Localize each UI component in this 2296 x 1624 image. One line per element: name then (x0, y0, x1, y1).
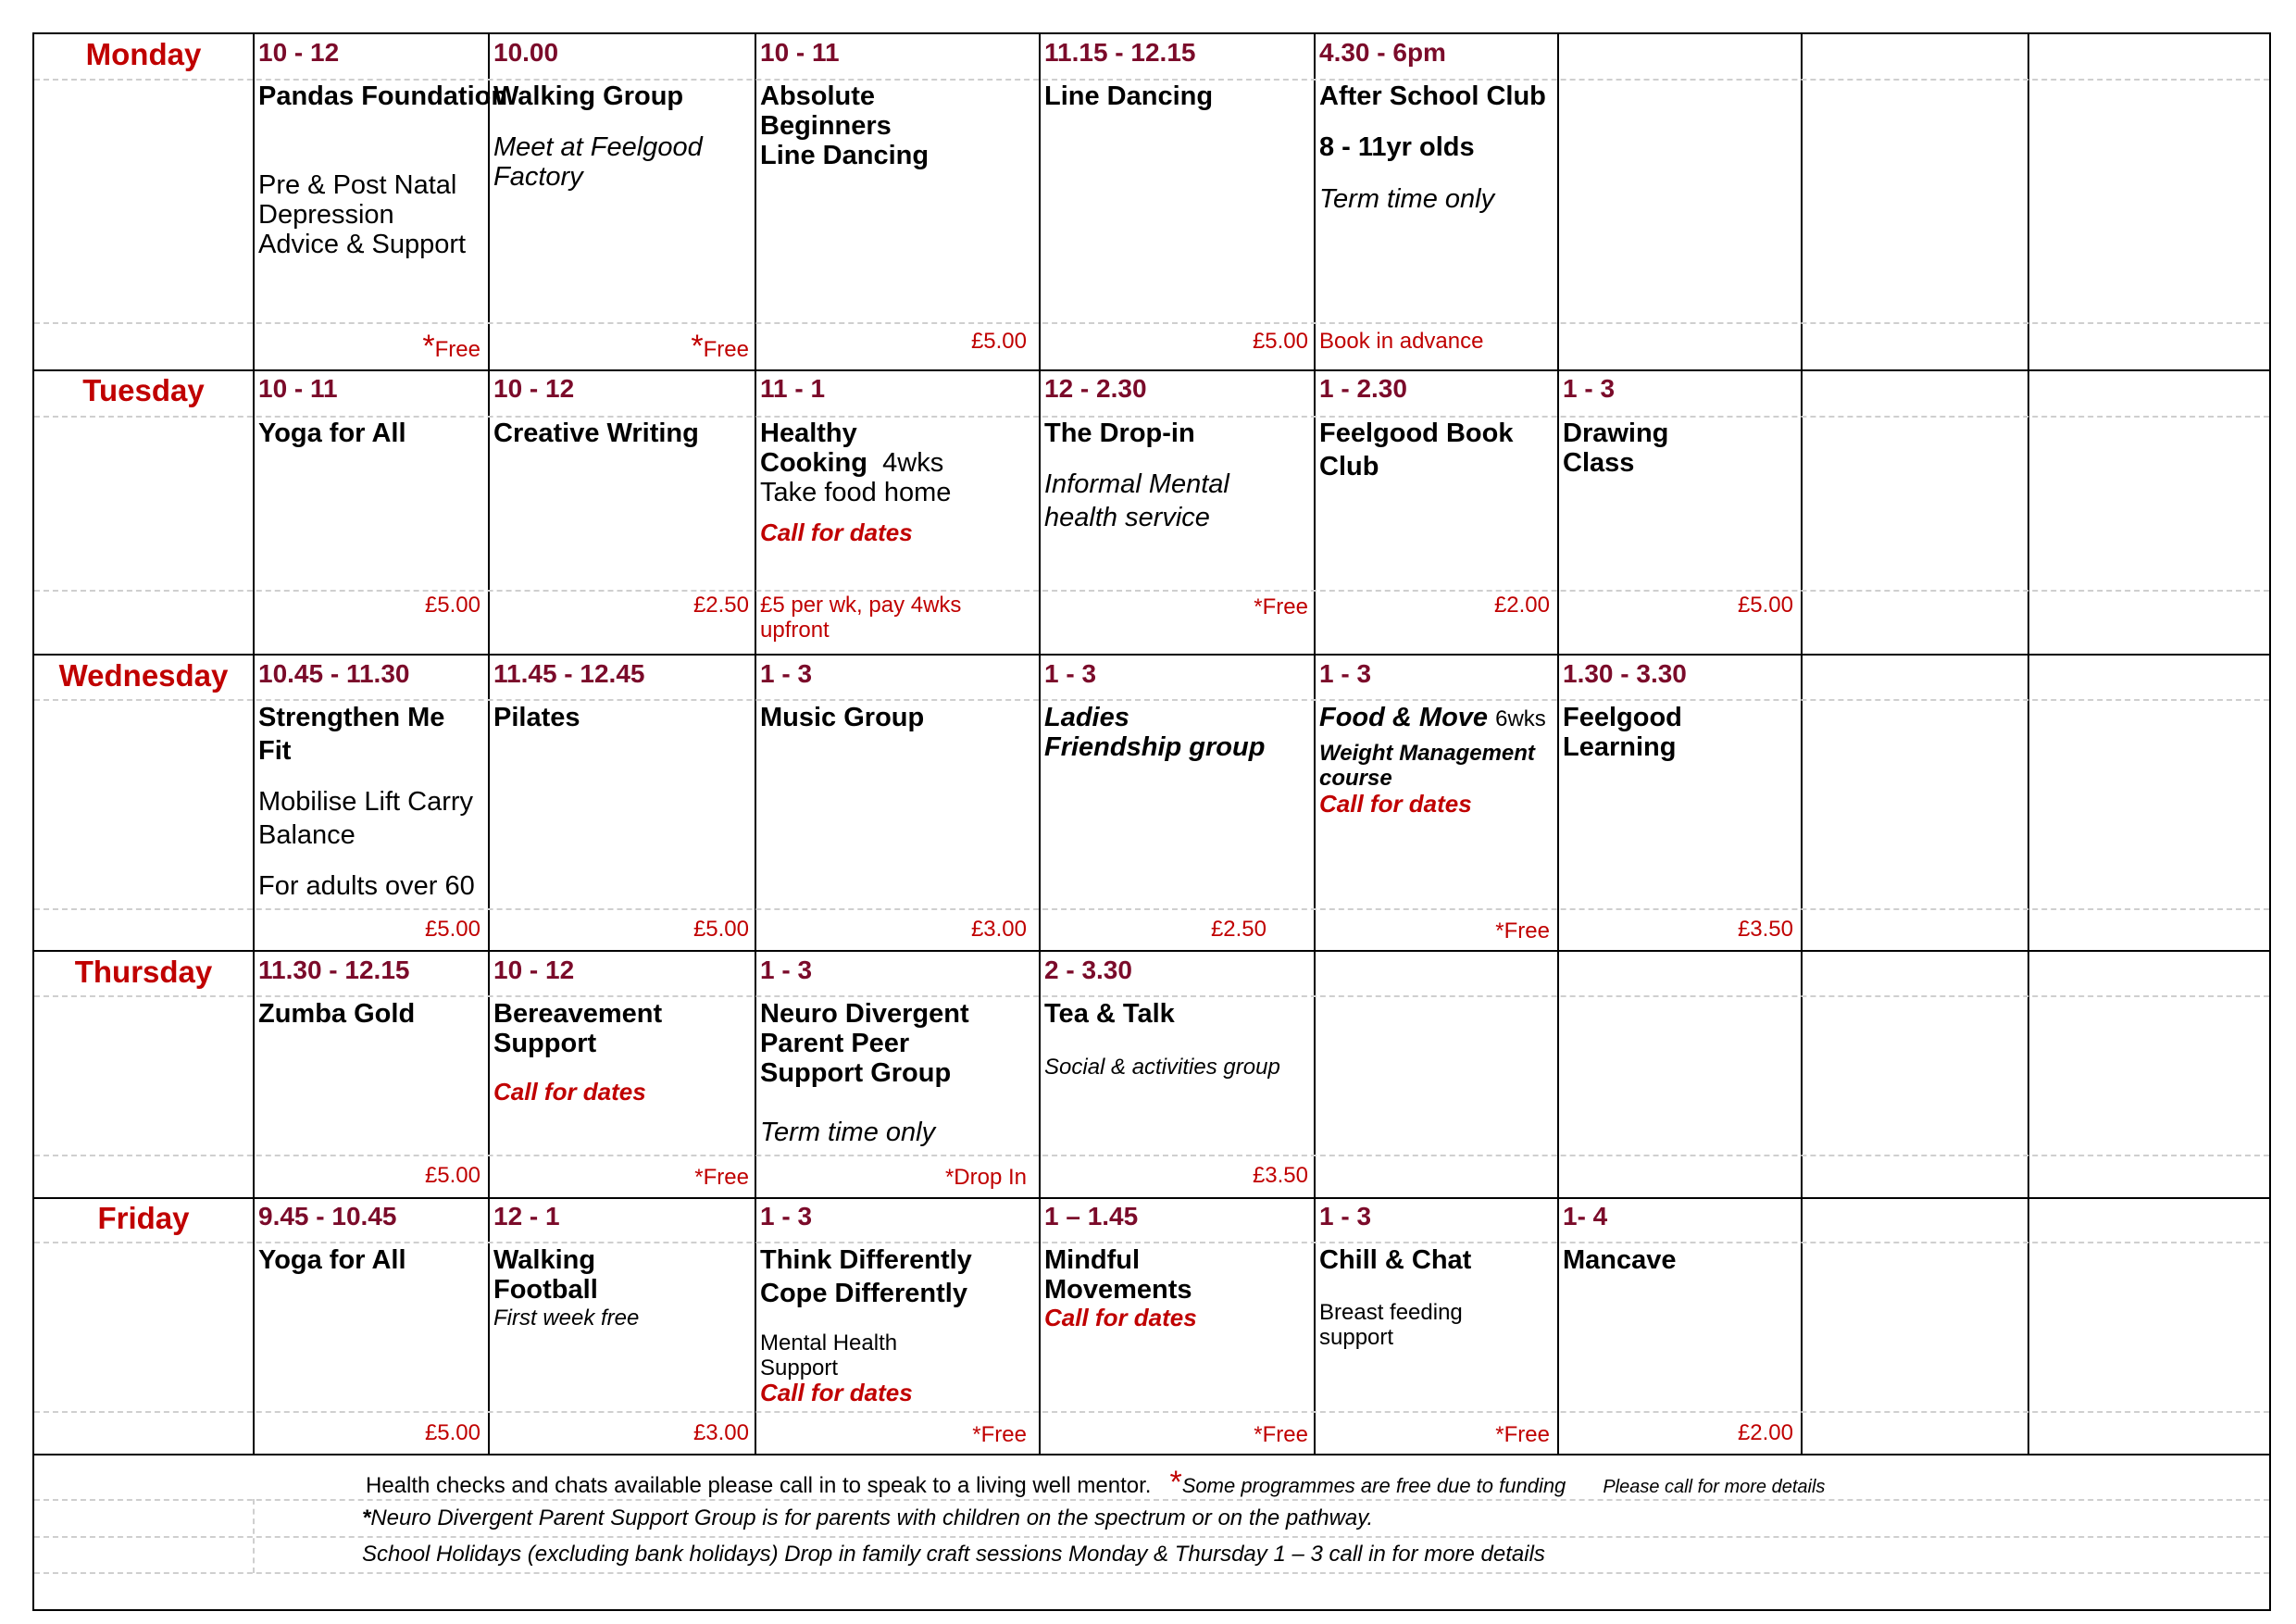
sub-row-guide (34, 1155, 2269, 1156)
footer-note: Health checks and chats available please call in to speak to a living well mentor. *Some programmes are free due to funding Please call for more details (366, 1465, 1826, 1500)
session-title: Creative Writing (493, 418, 699, 448)
call-for-dates: Call for dates (493, 1078, 646, 1106)
session-description: Factory (493, 162, 583, 192)
session-title: Mancave (1563, 1245, 1677, 1275)
session-description: Mental Health (760, 1330, 898, 1355)
session-price: £5.00 (424, 917, 480, 942)
call-for-dates: Call for dates (1319, 790, 1472, 818)
session-title: Strengthen Me (258, 703, 445, 732)
session-time: 1 - 3 (1044, 659, 1097, 688)
session-title: Yoga for All (258, 1245, 406, 1275)
sub-row-guide (34, 1242, 2269, 1243)
session-time: 11 - 1 (760, 374, 826, 403)
session-title: Pilates (493, 703, 580, 732)
session-subtitle: 8 - 11yr olds (1319, 132, 1475, 162)
day-label-friday: Friday (97, 1201, 190, 1235)
call-for-dates: Call for dates (1044, 1304, 1197, 1331)
session-title: Line Dancing (760, 141, 930, 170)
session-time: 1- 4 (1563, 1202, 1608, 1230)
session-price: £2.50 (693, 593, 749, 618)
session-description: Breast feeding (1319, 1300, 1463, 1325)
session-description: health service (1044, 503, 1210, 532)
session-title: Ladies (1044, 703, 1129, 732)
session-description: First week free (493, 1305, 640, 1330)
session-price: *Free (694, 1165, 749, 1190)
session-title: Pandas Foundation (258, 81, 508, 111)
session-time: 1 - 3 (1563, 374, 1616, 403)
session-time: 2 - 3.30 (1044, 956, 1132, 984)
row-divider (34, 1454, 2269, 1455)
session-title: Walking Group (493, 81, 684, 111)
session-title: Mindful (1044, 1245, 1141, 1275)
session-title: The Drop-in (1044, 418, 1195, 448)
session-description: support (1319, 1325, 1394, 1350)
session-description: Weight Management (1319, 741, 1535, 766)
session-price: £2.00 (1493, 593, 1550, 618)
session-title: Beginners (760, 111, 892, 141)
sub-row-guide (34, 79, 2269, 81)
session-time: 10 - 12 (493, 374, 575, 403)
session-price: £5 per wk, pay 4wks (760, 593, 962, 618)
timetable (32, 32, 2271, 1611)
session-title: Music Group (760, 703, 925, 732)
session-title: Parent Peer (760, 1029, 910, 1058)
session-title: Drawing (1563, 418, 1669, 448)
session-title: Friendship group (1044, 732, 1266, 762)
session-price: £2.00 (1737, 1420, 1793, 1445)
session-title: Yoga for All (258, 418, 406, 448)
sub-row-guide (34, 590, 2269, 592)
session-description: Balance (258, 820, 356, 850)
session-title: Chill & Chat (1319, 1245, 1472, 1275)
session-description: Support (760, 1355, 839, 1380)
session-title: Support Group (760, 1058, 952, 1088)
session-description: Social & activities group (1044, 1055, 1280, 1080)
session-time: 10.00 (493, 38, 559, 67)
session-time: 10 - 11 (258, 374, 338, 403)
session-title: Football (493, 1275, 598, 1305)
session-title: Absolute (760, 81, 876, 111)
row-divider (34, 654, 2269, 656)
session-title: Cooking 4wks (760, 448, 944, 478)
footer-note: *Neuro Divergent Parent Support Group is for parents with children on the spectrum or on the pathway. (362, 1505, 1374, 1530)
session-title: Neuro Divergent (760, 999, 969, 1029)
session-price: £5.00 (970, 329, 1027, 354)
session-title: Fit (258, 736, 292, 766)
day-label-wednesday: Wednesday (58, 658, 229, 693)
sub-row-guide (34, 995, 2269, 997)
session-title: Class (1563, 448, 1635, 478)
day-label-monday: Monday (85, 37, 202, 71)
session-price: £3.00 (693, 1420, 749, 1445)
session-price: *Drop In (944, 1165, 1027, 1190)
row-divider (34, 369, 2269, 371)
session-title: Bereavement (493, 999, 663, 1029)
footer-note: School Holidays (excluding bank holidays) Drop in family craft sessions Monday & Thursday 1 – 3 call in for more details (362, 1542, 1545, 1567)
footer-guide (253, 1499, 255, 1573)
session-description: Take food home (760, 478, 952, 507)
row-divider (34, 950, 2269, 952)
session-title: Feelgood Book (1319, 418, 1514, 448)
session-price: £5.00 (424, 1163, 480, 1188)
session-time: 1.30 - 3.30 (1563, 659, 1687, 688)
session-time: 1 - 3 (760, 1202, 813, 1230)
session-title: Tea & Talk (1044, 999, 1175, 1029)
session-price: £5.00 (1252, 329, 1308, 354)
session-time: 1 - 3 (760, 956, 813, 984)
session-title: Zumba Gold (258, 999, 416, 1029)
session-title: Cope Differently (760, 1279, 967, 1308)
session-price: £3.50 (1252, 1163, 1308, 1188)
session-title: Feelgood (1563, 703, 1682, 732)
session-title: Movements (1044, 1275, 1192, 1305)
session-price: Book in advance (1319, 329, 1484, 354)
session-price: £5.00 (424, 1420, 480, 1445)
call-for-dates: Call for dates (760, 518, 913, 546)
footer-guide (34, 1572, 2269, 1574)
session-description: Depression (258, 200, 394, 230)
session-title: Think Differently (760, 1245, 972, 1275)
session-time: 9.45 - 10.45 (258, 1202, 397, 1230)
session-title: Food & Move 6wks (1319, 703, 1546, 732)
session-time: 11.45 - 12.45 (493, 659, 645, 688)
session-title: Learning (1563, 732, 1677, 762)
session-title: Support (493, 1029, 597, 1058)
session-price: £5.00 (424, 593, 480, 618)
session-title: Walking (493, 1245, 596, 1275)
session-time: 1 - 3 (760, 659, 813, 688)
session-description: Informal Mental (1044, 469, 1229, 499)
session-time: 10 - 11 (760, 38, 840, 67)
session-description: Pre & Post Natal (258, 170, 457, 200)
session-time: 10.45 - 11.30 (258, 659, 410, 688)
sub-row-guide (34, 416, 2269, 418)
session-time: 12 - 2.30 (1044, 374, 1147, 403)
session-time: 11.15 - 12.15 (1044, 38, 1196, 67)
session-time: 10 - 12 (258, 38, 340, 67)
session-price: *Free (1495, 918, 1550, 943)
session-description: Term time only (1319, 184, 1495, 214)
sub-row-guide (34, 322, 2269, 324)
session-price: *Free (691, 329, 749, 364)
session-price: £5.00 (1737, 593, 1793, 618)
session-time: 4.30 - 6pm (1319, 38, 1446, 67)
session-time: 10 - 12 (493, 956, 575, 984)
session-price: £5.00 (693, 917, 749, 942)
session-price: *Free (1254, 594, 1308, 619)
footer-guide (34, 1536, 2269, 1538)
session-price: *Free (972, 1422, 1027, 1447)
day-label-thursday: Thursday (74, 955, 213, 989)
session-title: Line Dancing (1044, 81, 1214, 111)
session-time: 12 - 1 (493, 1202, 560, 1230)
session-time: 1 - 2.30 (1319, 374, 1407, 403)
sub-row-guide (34, 1411, 2269, 1413)
session-title: Healthy (760, 418, 857, 448)
call-for-dates: Call for dates (760, 1379, 913, 1406)
sub-row-guide (34, 699, 2269, 701)
session-title: Club (1319, 452, 1379, 481)
session-price: *Free (422, 329, 480, 364)
session-time: 11.30 - 12.15 (258, 956, 410, 984)
session-description: course (1319, 766, 1392, 791)
session-price: *Free (1495, 1422, 1550, 1447)
session-time: 1 - 3 (1319, 1202, 1372, 1230)
session-description: Advice & Support (258, 230, 467, 259)
session-price: upfront (760, 618, 830, 643)
day-label-tuesday: Tuesday (82, 373, 205, 407)
session-price: £3.00 (970, 917, 1027, 942)
session-description: Term time only (760, 1118, 936, 1147)
row-divider (34, 1197, 2269, 1199)
sub-row-guide (34, 908, 2269, 910)
session-time: 1 – 1.45 (1044, 1202, 1139, 1230)
session-price: £3.50 (1737, 917, 1793, 942)
session-description: Meet at Feelgood (493, 132, 703, 162)
session-description: For adults over 60 (258, 871, 475, 901)
session-price: £2.50 (1210, 917, 1267, 942)
session-description: Mobilise Lift Carry (258, 787, 474, 817)
session-title: After School Club (1319, 81, 1546, 111)
session-time: 1 - 3 (1319, 659, 1372, 688)
session-price: *Free (1254, 1422, 1308, 1447)
